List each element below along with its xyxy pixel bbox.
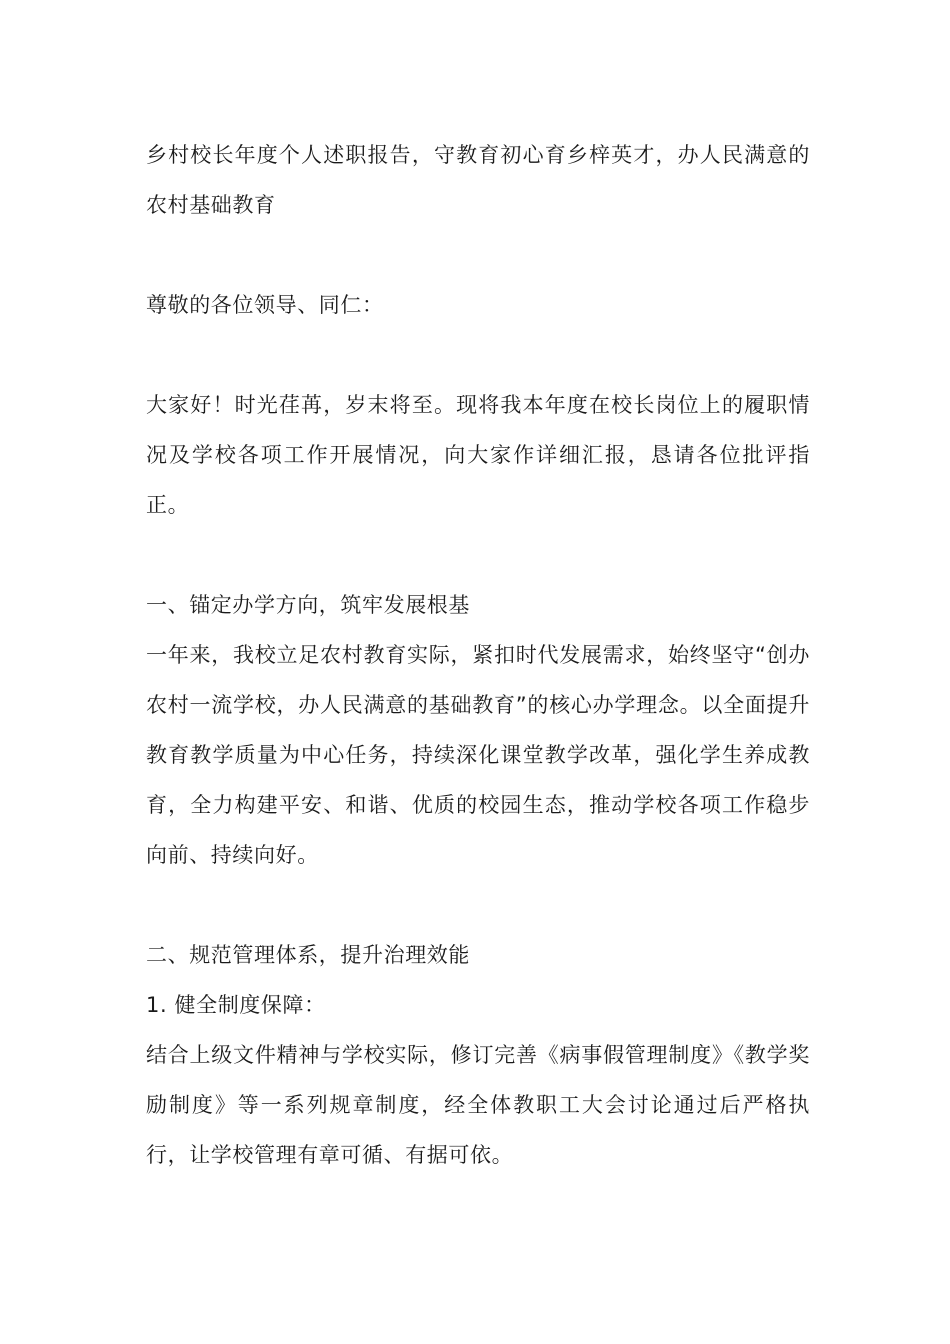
section-1-heading: 一、锚定办学方向，筑牢发展根基 — [146, 593, 470, 617]
intro-paragraph: 大家好！时光荏苒，岁末将至。现将我本年度在校长岗位上的履职情况及学校各项工作开展情况，向大家作详细汇报，恳请各位批评指正。 — [146, 393, 810, 517]
document-title: 乡村校长年度个人述职报告，守教育初心育乡梓英才，办人民满意的农村基础教育 — [146, 143, 810, 217]
document-body — [146, 130, 810, 1180]
salutation: 尊敬的各位领导、同仁： — [146, 293, 384, 317]
section-1-body: 一年来，我校立足农村教育实际，紧扣时代发展需求，始终坚守“创办农村一流学校，办人民满意的基础教育”的核心办学理念。以全面提升教育教学质量为中心任务，持续深化课堂教学改革，强化学生养成教育，全力构建平安、和谐、优质的校园生态，推动学校各项工作稳步向前、持续向好。 — [146, 643, 810, 867]
section-2-subheading: 1. 健全制度保障： — [146, 993, 326, 1017]
section-2-body: 结合上级文件精神与学校实际，修订完善《病事假管理制度》《教学奖励制度》等一系列规章制度，经全体教职工大会讨论通过后严格执行，让学校管理有章可循、有据可依。 — [146, 1043, 810, 1167]
section-2-heading: 二、规范管理体系，提升治理效能 — [146, 943, 470, 967]
